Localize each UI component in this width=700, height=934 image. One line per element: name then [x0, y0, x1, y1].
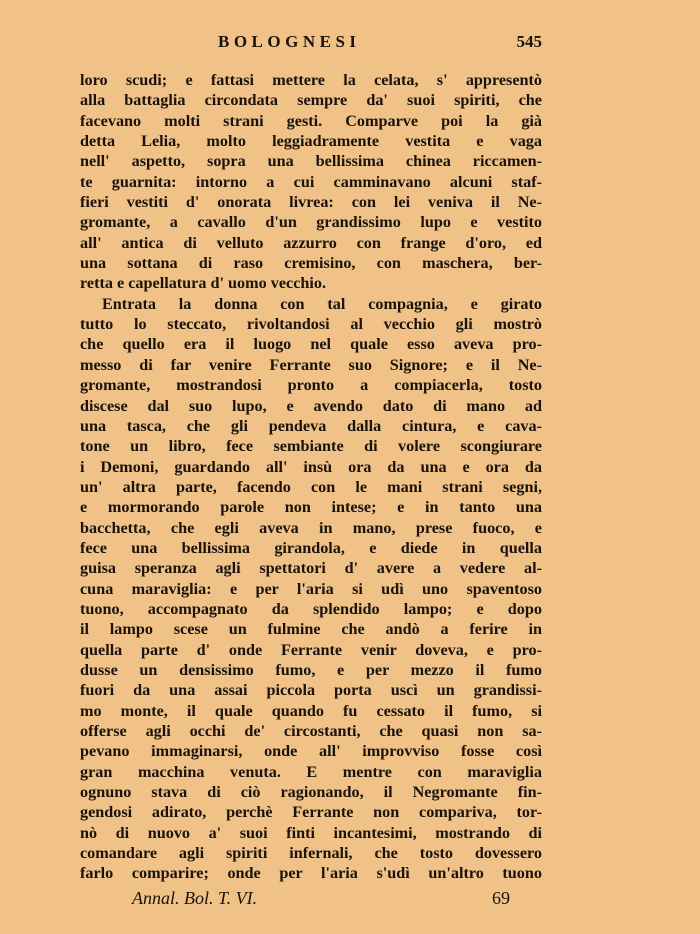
text-line: ognuno stava di ciò ragionando, il Negromante fin-: [80, 783, 542, 802]
text-line: quella parte d' onde Ferrante venir doveva, e pro-: [80, 640, 542, 659]
text-line: gromante, a cavallo d'un grandissimo lupo e vestito: [80, 213, 542, 232]
text-line: facevano molti strani gesti. Comparve poi la già: [80, 111, 542, 130]
text-line: bacchetta, che egli aveva in mano, prese fuoco, e: [80, 518, 542, 537]
text-line: gromante, mostrandosi pronto a compiacerla, tosto: [80, 376, 542, 395]
running-head: BOLOGNESI: [218, 32, 361, 51]
text-line: tutto lo steccato, rivoltandosi al vecchio gli mostrò: [80, 315, 542, 334]
text-line: tuono, accompagnato da splendido lampo; e dopo: [80, 599, 542, 618]
text-line: il lampo scese un fulmine che andò a ferire in: [80, 620, 542, 639]
text-line: offerse agli occhi de' circostanti, che quasi non sa-: [80, 722, 542, 740]
text-line: dusse un densissimo fumo, e per mezzo il fumo: [80, 660, 542, 679]
text-line: fuori da una assai piccola porta uscì un grandissi-: [80, 681, 542, 700]
text-line: gran macchina venuta. E mentre con maraviglia: [80, 762, 542, 781]
text-line: una sottana di raso cremisino, con maschera, ber-: [80, 254, 542, 273]
text-line: detta Lelia, molto leggiadramente vestita e vaga: [80, 132, 542, 151]
text-line: all' antica di velluto azzurro con frange d'oro, ed: [80, 233, 542, 252]
paragraph-end-line: retta e capellatura d' uomo vecchio.: [80, 274, 327, 293]
page-number: 545: [516, 32, 542, 51]
text-line: alla battaglia circondata sempre da' suoi spiriti, che: [80, 91, 542, 110]
text-line: guisa speranza agli spettatori d' avere a vedere al-: [80, 559, 542, 578]
text-line: tone un libro, fece sembiante di volere scongiurare: [80, 437, 542, 456]
text-line: cuna maraviglia: e per l'aria si udì uno spaventoso: [80, 579, 542, 598]
text-line: te guarnita: intorno a cui camminavano alcuni staf-: [80, 172, 542, 191]
text-line: che quello era il luogo nel quale esso aveva pro-: [80, 335, 542, 354]
text-line: comandare agli spiriti infernali, che tosto dovessero: [80, 844, 542, 863]
text-line: messo di far venire Ferrante suo Signore; e il Ne-: [80, 355, 542, 374]
signature-number: 69: [492, 888, 510, 908]
text-line: discese dal suo lupo, e avendo dato di mano ad: [80, 396, 542, 415]
text-line: nò di nuovo a' suoi finti incantesimi, mostrando di: [80, 823, 542, 842]
text-line: un' altra parte, facendo con le mani strani segni,: [80, 477, 542, 496]
page-footer: [80, 888, 542, 912]
text-line: una tasca, che gli pendeva dalla cintura, e cava-: [80, 416, 542, 435]
signature-mark: Annal. Bol. T. VI.: [132, 888, 258, 908]
text-line: pevano immaginarsi, onde all' improvviso fosse così: [80, 742, 542, 761]
text-line: gendosi adirato, perchè Ferrante non compariva, tor-: [80, 803, 542, 822]
paragraph-start-line: Entrata la donna con tal compagnia, e girato: [102, 294, 542, 313]
body-text: [80, 70, 542, 884]
text-line: mo monte, il quale quando fu cessato il fumo, si: [80, 701, 542, 720]
text-line: fieri vestiti d' onorata livrea: con lei veniva il Ne-: [80, 193, 542, 212]
text-line: i Demoni, guardando all' insù ora da una e ora da: [80, 457, 542, 476]
text-line: farlo comparire; onde per l'aria s'udì un'altro tuono: [80, 864, 542, 883]
page-header: [80, 32, 542, 56]
text-line: loro scudi; e fattasi mettere la celata, s' appresentò: [80, 71, 542, 89]
text-line: nell' aspetto, sopra una bellissima chinea riccamen-: [80, 152, 542, 171]
text-line: fece una bellissima girandola, e diede in quella: [80, 538, 542, 557]
text-line: e mormorando parole non intese; e in tanto una: [80, 498, 542, 517]
